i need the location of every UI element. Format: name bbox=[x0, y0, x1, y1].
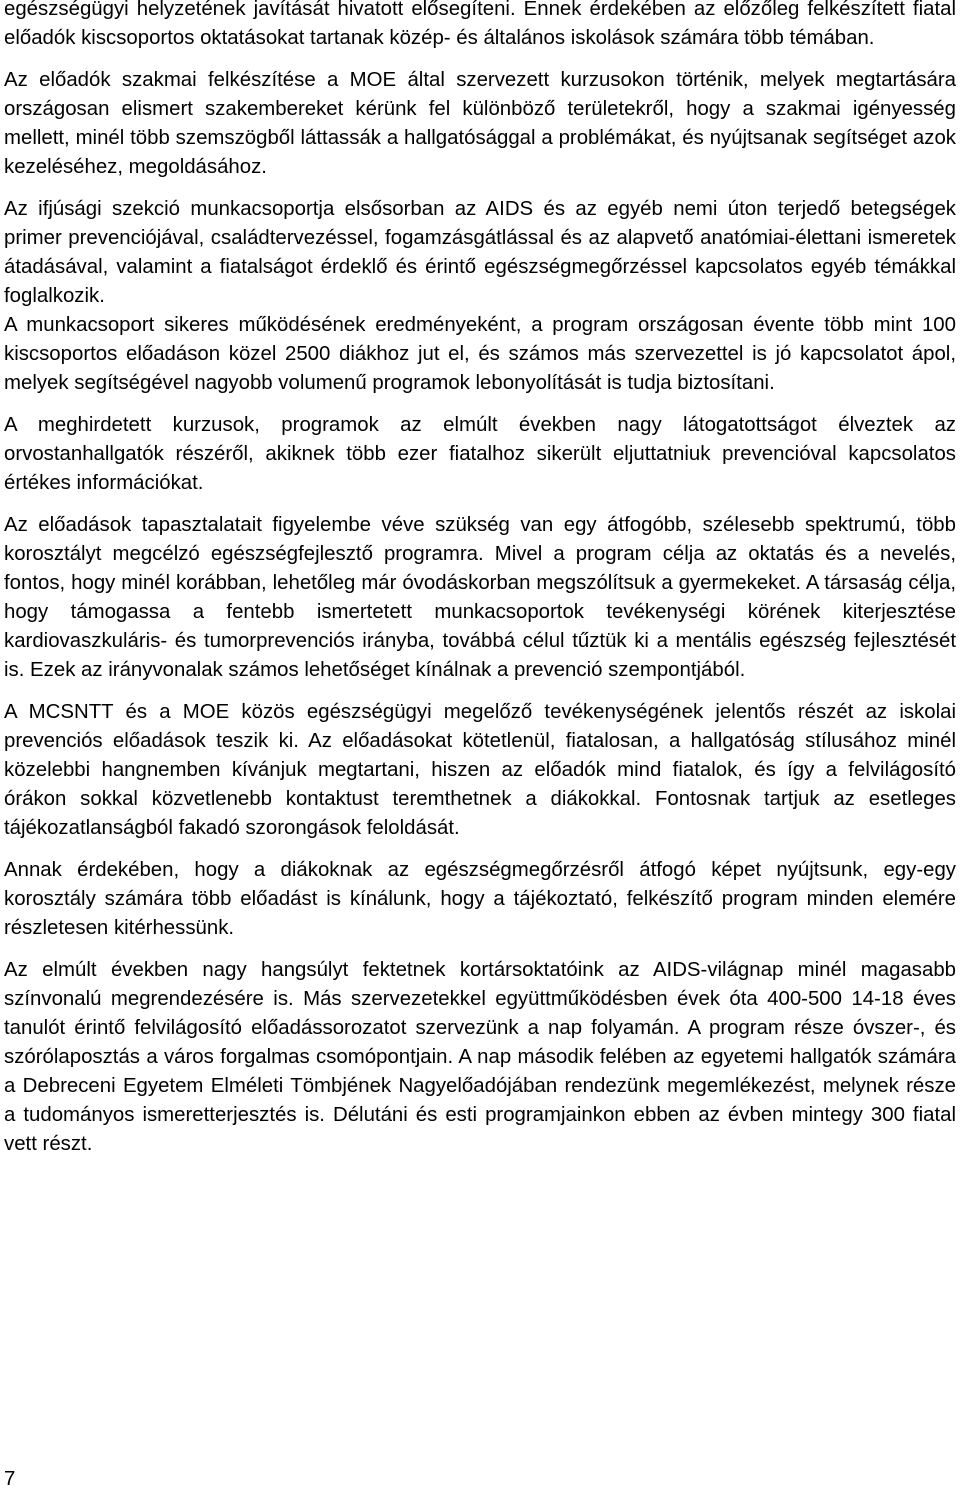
paragraph-courses: A meghirdetett kurzusok, programok az elmúlt években nagy látogatottságot élveztek az orvostanhallgatók részéről, akiknek több ezer fiatalhoz sikerült eljuttatniuk prevencióval kapcsolatos értékes információkat. bbox=[4, 414, 956, 494]
page-number: 7 bbox=[4, 1468, 16, 1490]
paragraph-working-group-results: A munkacsoport sikeres működésének eredményeként, a program országosan évente több mint 100 kiscsoportos előadáson közel 2500 diákhoz jut el, és számos más szervezettel is jó kapcsolatot ápol, melyek segítségével nagyobb volumenű programok lebonyolítását is tudja biztosítani. bbox=[4, 314, 956, 394]
paragraph-intro-continued: egészségügyi helyzetének javítását hivatott elősegíteni. Ennek érdekében az előzőleg felkészített fiatal előadók kiscsoportos oktatásokat tartanak közép- és általános iskolások számára több témában. bbox=[4, 0, 956, 49]
paragraph-comprehensive-picture: Annak érdekében, hogy a diákoknak az egészségmegőrzésről átfogó képet nyújtsunk, egy-egy korosztály számára több előadást is kínálunk, hogy a tájékoztató, felkészítő program minden elemére részletesen kitérhessünk. bbox=[4, 859, 956, 939]
paragraph-youth-section: Az ifjúsági szekció munkacsoportja elsősorban az AIDS és az egyéb nemi úton terjedő betegségek primer prevenciójával, családtervezéssel, fogamzásgátlással és az alapvető anatómiai-élettani ismeretek átadásával, valamint a fiatalságot érdeklő és érintő egészségmegőrzéssel kapcsolatos egyéb témákkal foglalkozik. bbox=[4, 198, 956, 307]
paragraph-speaker-training: Az előadók szakmai felkészítése a MOE által szervezett kurzusokon történik, melyek megtartására országosan elismert szakembereket kérünk fel különböző területekről, hogy a szakmai igényesség mellett, minél több szemszögből láttassák a hallgatósággal a problémákat, és nyújtsanak segítséget azok kezeléséhez, megoldásához. bbox=[4, 69, 956, 178]
paragraph-broader-program: Az előadások tapasztalatait figyelembe véve szükség van egy átfogóbb, szélesebb spektrumú, több korosztályt megcélzó egészségfejlesztő programra. Mivel a program célja az oktatás és a nevelés, fontos, hogy minél korábban, lehetőleg már óvodáskorban megszólítsuk a gyermekeket. A társaság célja, hogy támogassa a fentebb ismertetett munkacsoportok tevékenységi körének kiterjesztése kardiovaszkuláris- és tumorprevenciós irányba, továbbá célul tűztük ki a mentális egészség fejlesztését is. Ezek az irányvonalak számos lehetőséget kínálnak a prevenció szempontjából. bbox=[4, 514, 956, 681]
paragraph-school-prevention: A MCSNTT és a MOE közös egészségügyi megelőző tevékenységének jelentős részét az iskolai prevenciós előadások teszik ki. Az előadásokat kötetlenül, fiatalosan, a hallgatóság stílusához minél közelebbi hangnemben kívánjuk megtartani, hiszen az előadók mind fiatalok, és így a felvilágosító órákon sokkal közvetlenebb kontaktust teremthetnek a diákokkal. Fontosnak tartjuk az esetleges tájékozatlanságból fakadó szorongások feloldását. bbox=[4, 701, 956, 839]
paragraph-aids-day: Az elmúlt években nagy hangsúlyt fektetnek kortársoktatóink az AIDS-világnap minél magasabb színvonalú megrendezésére is. Más szervezetekkel együttműködésben évek óta 400-500 14-18 éves tanulót érintő felvilágosító előadássorozatot szervezünk a nap folyamán. A program része óvszer-, és szórólaposztás a város forgalmas csomópontjain. A nap második felében az egyetemi hallgatók számára a Debreceni Egyetem Elméleti Tömbjének Nagyelőadójában rendezünk megemlékezést, melynek része a tudományos ismeretterjesztés is. Délutáni és esti programjainkon ebben az évben mintegy 300 fiatal vett részt. bbox=[4, 959, 956, 1155]
document-page bbox=[4, 0, 956, 1172]
